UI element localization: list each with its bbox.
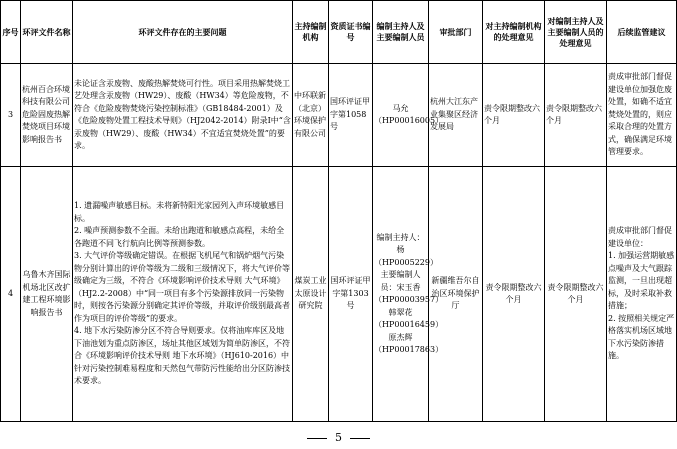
footer-dash (307, 438, 327, 439)
personnel-line: （HP00003957） (374, 295, 444, 304)
issue-item: 未论证含汞废物、废酸热解焚烧可行性。项目采用热解焚烧工艺处理含汞废物（HW29）、废酸（HW34）等危险废物，不符合《危险废物焚烧污染控制标准》（GB18484-2001）及《危险废物处置工程技术导则》（HJ2042-2014）附录Ⅰ中“含汞废物（HW29）、废酸（HW34）不宜适宜焚烧处置”的要求。 (74, 78, 291, 150)
followup-line: 2. 按照相关规定严格落实机场区域地下水污染防渗措施。 (608, 313, 675, 361)
row-cert-no: 国环评证甲字第1303号 (329, 167, 373, 422)
header-approval-dept: 审批部门 (429, 1, 483, 64)
row-person-opinion: 责令限期整改六个月 (545, 167, 607, 422)
row-seq: 4 (1, 167, 21, 422)
row-org-opinion: 责令限期整改六个月 (483, 64, 545, 167)
personnel-line: 马允 (392, 103, 409, 113)
row-followup (607, 64, 677, 167)
row-personnel (373, 167, 444, 422)
followup-text: 责成审批部门督促建设单位加强危废处置，如确不适宜焚烧处置的，则应采取合理的处置方式，确保满足环境管理要求。 (608, 72, 672, 157)
row-doc-name: 杭州百合环境科技有限公司危险固废热解焚烧项目环境影响报告书 (21, 64, 73, 167)
table-row (1, 64, 677, 167)
row-followup (607, 167, 677, 422)
header-seq: 序号 (1, 1, 21, 64)
issue-item: 2. 噪声预测参数不全面。未给出跑道和敏感点高程，未给全各跑道不同飞行航向比例等预测参数。 (74, 226, 285, 248)
personnel-line: （HP00017863） (374, 345, 444, 354)
row-host-org: 煤炭工业太原设计研究院 (293, 167, 329, 422)
personnel-line: （HP0005229） (374, 257, 438, 267)
row-doc-name: 乌鲁木齐国际机场北区改扩建工程环境影响报告书 (21, 167, 73, 422)
personnel-line: （HP00016459） (374, 320, 444, 329)
header-issues: 环评文件存在的主要问题 (73, 1, 293, 64)
issue-item: 4. 地下水污染防渗分区不符合导则要求。仅将油库库区及地下油池划为重点防渗区，场址其他区域划为简单防渗区，不符合《环境影响评价技术导则 地下水环境》（HJ610-2016）中针对污染控制难易程度和天然包气带防污性能给出分区防渗技术要求。 (74, 326, 290, 386)
row-issues (73, 167, 293, 422)
row-seq: 3 (1, 64, 21, 167)
header-followup: 后续监管建议 (607, 1, 677, 64)
row-host-org: 中环联新（北京）环境保护有限公司 (293, 64, 329, 167)
personnel-line: 原杰辉 (388, 332, 413, 342)
table-row (1, 167, 677, 422)
row-approval-dept: 新疆维吾尔自治区环境保护厅 (429, 167, 483, 422)
footer-dash (350, 438, 370, 439)
row-org-opinion: 责令限期整改六个月 (483, 167, 545, 422)
header-org-opinion: 对主持编制机构的处理意见 (483, 1, 545, 64)
followup-line: 责成审批部门督促建设单位： (608, 226, 672, 248)
header-person-opinion: 对编制主持人及主要编制人员的处理意见 (545, 1, 607, 64)
row-approval-dept: 杭州大江东产业集聚区经济发展局 (429, 64, 483, 167)
personnel-line: （HP00016005） (374, 116, 444, 125)
personnel-line: 主要编制人员：宋玉香 (380, 270, 421, 292)
row-issues (73, 64, 293, 167)
issue-item: 3. 大气评价等级确定错误。在根据飞机尾气和锅炉烟气污染物分别计算出的评价等级为二级和三级情况下，将大气评价等级确定为三级，不符合《环境影响评价技术导则 大气环境》（HJ2.2-2008）中“同一项目有多个污染源排放同一污染物时，则按各污染源分别确定其评价等级，并取评价级别最高者作为项目的评价等级”的要求。 (74, 251, 290, 323)
header-personnel: 编制主持人及主要编制人员 (373, 1, 429, 64)
page-number: 5 (335, 431, 342, 444)
page-footer (0, 431, 677, 444)
followup-line: 1. 加强运营期敏感点噪声及大气跟踪监测，一旦出现超标，及时采取补救措施； (608, 251, 675, 311)
header-row (1, 1, 677, 64)
header-cert-no: 资质证书编号 (329, 1, 373, 64)
personnel-line: 韩翠花 (388, 307, 413, 317)
row-person-opinion: 责令限期整改六个月 (545, 64, 607, 167)
row-personnel (373, 64, 444, 167)
row-cert-no: 国环评证甲字第1058号 (329, 64, 373, 167)
personnel-line: 编制主持人：杨 (376, 232, 425, 254)
header-doc-name: 环评文件名称 (21, 1, 73, 64)
header-host-org: 主持编制机构 (293, 1, 329, 64)
issue-item: 1. 遗漏噪声敏感目标。未将新特阳光家园列入声环境敏感目标。 (74, 201, 285, 223)
